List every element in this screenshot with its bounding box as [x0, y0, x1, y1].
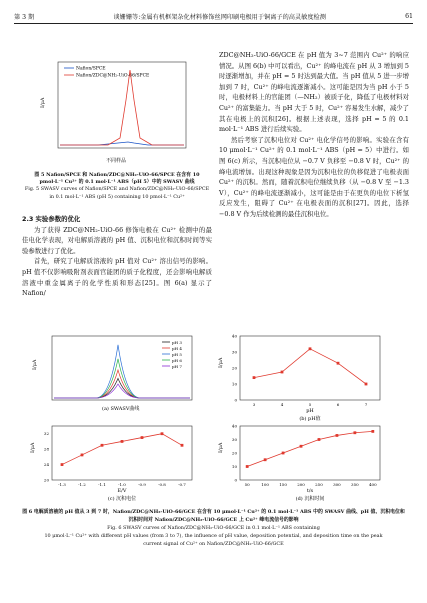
fig6d-point — [318, 438, 321, 441]
fig6c-ytick: 28 — [43, 446, 49, 452]
fig6b-point — [281, 371, 284, 374]
fig6a-title: (a) SWASV曲线 — [102, 406, 140, 412]
page-number: 61 — [405, 12, 413, 20]
fig6d-ytick: 20 — [231, 450, 237, 456]
fig6d-xtick: 200 — [297, 482, 305, 487]
fig6c-point — [61, 463, 64, 466]
paragraph-l2: 首先，研究了电解质溶液的 pH 值对 Cu²⁺ 溶出信号的影响。pH 值不仅影响吸附剂表面官能团的质子化程度，还会影响电解质溶液中重金属离子的化学性质和形态[25]。图 6(a) 显示了 Nafion/ — [22, 257, 212, 298]
fig6c-point — [121, 440, 124, 443]
fig5-series-2 — [60, 70, 184, 145]
fig6d-panel — [218, 424, 380, 503]
fig5-xlabel: 不同样品 — [106, 158, 127, 164]
fig6d-xtick: 300 — [333, 482, 341, 487]
fig6c-xlabel: E/V — [117, 488, 127, 494]
fig6d-xtick: 100 — [261, 482, 269, 487]
fig6d-xtick: 50 — [244, 482, 250, 487]
fig6c-point — [81, 454, 84, 457]
fig6d-line — [247, 431, 373, 466]
fig6b-ytick: 20 — [231, 365, 237, 371]
fig5-caption — [22, 172, 212, 201]
fig6d-ytick: 40 — [231, 423, 237, 429]
fig6c-xtick: -1.0 — [118, 482, 126, 487]
fig6-caption-en2: 10 μmol·L⁻¹ Cu²⁺ with different pH values (from 3 to 7), the influence of pH value, deposition potential, and deposition time on the peak — [44, 533, 383, 539]
fig6d-point — [336, 434, 339, 437]
fig6c-panel — [30, 426, 192, 502]
fig6b-title: (b) pH值 — [299, 416, 321, 422]
fig6c-xtick: -1.2 — [78, 482, 86, 487]
fig6d-point — [371, 430, 374, 433]
fig6c-ytick: 32 — [43, 431, 49, 437]
fig6-caption-en1: Fig. 6 SWASV curves of Nafion/ZDC@NH₂-UiO-66/GCE in 0.1 mol·L⁻¹ ABS containing — [107, 525, 320, 531]
fig6a-legend-label: pH 3 — [172, 340, 182, 345]
fig6b-xtick: 6 — [336, 402, 340, 407]
fig6c-title: (c) 沉积电位 — [107, 496, 137, 502]
fig5-ylabel: I/μA — [40, 97, 46, 108]
fig6d-xtick: 250 — [315, 482, 323, 487]
fig6d-xlabel: t/s — [306, 488, 314, 494]
fig6c-frame — [52, 426, 192, 480]
left-column-text — [22, 214, 212, 299]
fig6c-xtick: -1.1 — [98, 482, 106, 487]
fig6a-ylabel: I/μA — [32, 359, 38, 370]
fig6c-point — [181, 444, 184, 447]
fig6d-ytick: 0 — [234, 477, 237, 483]
running-title: 谈姗姗等:金属有机框架杂化材料修饰丝网印刷电极用于铜离子的高灵敏度检测 — [113, 13, 326, 21]
section-heading: 2.3 实验参数的优化 — [22, 215, 81, 223]
fig6a-legend-label: pH 7 — [172, 364, 182, 369]
fig5-caption-en: Fig. 5 SWASV curves of Nafion/SPCE and Nafion/ZDC@NH₂-UiO-66/SPCE in 0.1 mol·L⁻¹ ABS (pH 5) containing 10 pmol·L⁻¹ Cu²⁺ — [24, 186, 210, 200]
fig6b-ytick: 30 — [231, 349, 237, 355]
fig6c-xtick: -1.3 — [58, 482, 66, 487]
fig6c-xtick: -0.8 — [158, 482, 166, 487]
fig6d-ytick: 30 — [231, 437, 237, 442]
fig6b-point — [365, 383, 368, 386]
fig6b-point — [337, 362, 340, 365]
fig6c-xtick: -0.9 — [138, 482, 146, 487]
fig6b-frame — [240, 336, 380, 400]
fig6d-point — [264, 458, 267, 461]
fig6d-ytick: 10 — [231, 464, 237, 469]
fig5-series-1 — [60, 142, 184, 145]
right-column-text — [219, 50, 409, 220]
fig6d-ylabel: I/μA — [218, 442, 224, 453]
fig6b-line — [254, 349, 366, 384]
fig6c-point — [141, 436, 144, 439]
fig6d-point — [282, 452, 285, 455]
fig6d-xtick: 150 — [279, 482, 287, 487]
fig6b-xtick: 5 — [308, 402, 312, 407]
fig6b-xtick: 4 — [280, 402, 284, 407]
fig6d-point — [353, 431, 356, 434]
fig6b-xtick: 7 — [364, 402, 368, 407]
fig6b-ytick: 40 — [231, 333, 237, 339]
fig6c-ylabel: I/μA — [30, 442, 36, 453]
fig6d-point — [246, 465, 249, 468]
fig6d-title: (d) 沉积时间 — [295, 496, 325, 502]
fig6b-xlabel: pH — [306, 408, 314, 414]
fig6-caption-cn: 图 6 电解质溶液的 pH 值从 3 到 7 时，Nafion/ZDC@NH₂-UiO-66/GCE 在含有 10 μmol·L⁻¹ Cu²⁺ 的 0.1 mol·L⁻¹ ABS 中的 SWASV 曲线、pH 值、沉积电位和沉积时间对 Nafion/ZDC@NH₂-UiO-66/GCE 上 Cu²⁺ 峰电流信号的影响 — [22, 509, 405, 523]
fig6b-ytick: 10 — [231, 381, 237, 387]
fig6b-point — [309, 347, 312, 350]
fig6b-ytick: 0 — [234, 397, 237, 403]
fig6c-xtick: -0.7 — [178, 482, 186, 487]
fig6a-legend-label: pH 6 — [172, 358, 182, 363]
fig6 — [22, 330, 405, 510]
paragraph-l1: 为了获得 ZDC@NH₂-UiO-66 修饰电极在 Cu²⁺ 检测中的最佳电化学表现，对电解质溶液的 pH 值、沉积电位和沉积时间等实验参数进行了优化。 — [22, 225, 212, 255]
fig6b-point — [253, 376, 256, 379]
fig5-caption-cn: 图 5 Nafion/SPCE 和 Nafion/ZDC@NH₂-UiO-66/SPCE 在含有 10 pmol·L⁻¹ Cu²⁺ 的 0.1 mol·L⁻¹ ABS（pH 5）中的 SWASV 曲线 — [34, 172, 200, 186]
fig6d-frame — [240, 426, 380, 480]
paragraph-r2: 然后考察了沉积电位对 Cu²⁺ 电化学信号的影响。实验在含有 10 μmol·L⁻¹ Cu²⁺ 的 0.1 mol·L⁻¹ ABS（pH = 5）中进行。如图 6(c) 所示，当沉积电位从 −0.7 V 负移至 −0.8 V 时，Cu²⁺ 的峰电流增加。出现这种现象是因为沉积电位的负移促进了电极表面 Cu²⁺ 的沉积。然而，随着沉积电位继续负移（从 −0.8 V 至 −1.3 V），Cu²⁺ 的峰电流逐渐减小，这可能是由于在更负的电位下析氢反应发生，阻碍了 Cu²⁺ 在电极表面的沉积[27]。因此，选择 −0.8 V 作为后续检测的最佳沉积电位。 — [219, 135, 409, 218]
page-header — [14, 9, 413, 24]
fig6d-xtick: 350 — [351, 482, 359, 487]
issue-number: 第 3 期 — [14, 13, 35, 21]
fig6c-ytick: 20 — [43, 477, 49, 483]
fig6a-series-pH 6 — [54, 359, 190, 398]
fig5-legend-1: Nafion/SPCE — [76, 66, 106, 72]
fig5-legend-2: Nafion/ZDC@NH₂-UiO-66/SPCE — [76, 73, 150, 79]
fig6a-legend-label: pH 4 — [172, 346, 182, 351]
fig6-caption-en3: current signal of Cu²⁺ on Nafion/ZDC@NH₂-UiO-66/GCE — [143, 541, 284, 547]
fig6c-ytick: 24 — [43, 462, 49, 468]
fig6b-panel — [218, 334, 380, 423]
fig6d-point — [300, 445, 303, 448]
fig6c-point — [101, 444, 104, 447]
paragraph-r1: ZDC@NH₂-UiO-66/GCE 在 pH 值为 3~7 范围内 Cu²⁺ 的响应情况。从图 6(b) 中可以看出，Cu²⁺ 的峰电流在 pH 从 3 增加到 5 时逐渐增加，并在 pH = 5 时达到最大值。当 pH 值从 5 进一步增加到 7 时，Cu²⁺ 的峰电流逐渐减小。这可能是因为当 pH 小于 5 时，电极材料上的官能团（—NH₂）被质子化，降低了电极材料对 Cu²⁺ 的富集能力。当 pH 大于 5 时，Cu²⁺ 容易发生水解，减少了其在电极上的沉积[26]。根据上述表现，选择 pH = 5 的 0.1 mol·L⁻¹ ABS 进行后续实验。 — [219, 51, 410, 134]
fig5-chart — [38, 50, 198, 174]
fig6b-ylabel: I/μA — [218, 357, 224, 368]
fig6-caption — [22, 508, 405, 548]
fig6a-legend-label: pH 5 — [172, 352, 182, 357]
fig6b-xtick: 3 — [252, 402, 256, 407]
fig6c-line — [62, 434, 182, 465]
fig6d-xtick: 400 — [369, 482, 377, 487]
fig6a-panel — [32, 336, 192, 412]
fig6c-point — [161, 432, 164, 435]
